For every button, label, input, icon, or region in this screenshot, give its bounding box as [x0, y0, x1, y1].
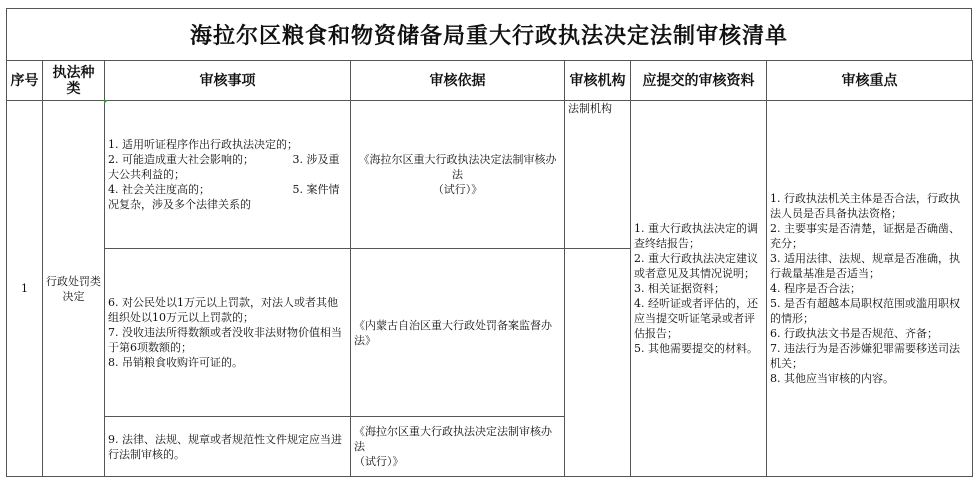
header-row [7, 61, 973, 101]
cell-basis-3: 《海拉尔区重大行政执法决定法制审核办法 （试行）》 [351, 417, 565, 477]
cell-agency: 法制机构 [565, 101, 631, 249]
header-agency: 审核机构 [565, 61, 631, 101]
header-seq: 序号 [7, 61, 43, 101]
review-sheet [6, 8, 972, 476]
cell-basis-2: 《内蒙古自治区重大行政处罚备案监督办法》 [351, 249, 565, 417]
header-materials: 应提交的审核资料 [631, 61, 767, 101]
cell-marker-icon [104, 100, 108, 104]
header-matters: 审核事项 [105, 61, 351, 101]
cell-matters-2: 6. 对公民处以1万元以上罚款，对法人或者其他组织处以10万元以上罚款的； 7. 没收违法所得数额或者没收非法财物价值相当于第6项数额的； 8. 吊销粮食收购许可证的。 [105, 249, 351, 417]
cell-matters-3: 9. 法律、法规、规章或者规范性文件规定应当进行法制审核的。 [105, 417, 351, 477]
header-focus: 审核重点 [767, 61, 973, 101]
cell-materials: 1. 重大行政执法决定的调查终结报告； 2. 重大行政执法决定建议或者意见及其情况说明； 3. 相关证据资料； 4. 经听证或者评估的，还应当提交听证笔录或者评估报告； 5. 其他需要提交的材料。 [631, 101, 767, 477]
table-row [7, 101, 973, 249]
cell-basis-1: 《海拉尔区重大行政执法决定法制审核办法 （试行）》 [351, 101, 565, 249]
cell-matters-1: 1. 适用听证程序作出行政执法决定的； 2. 可能造成重大社会影响的； 3. 涉及重大公共利益的； 4. 社会关注度高的； 5. 案件情况复杂，涉及多个法律关系的 [105, 101, 351, 249]
header-type: 执法种类 [43, 61, 105, 101]
review-table [6, 60, 973, 477]
sheet-title: 海拉尔区粮食和物资储备局重大行政执法决定法制审核清单 [6, 8, 972, 60]
cell-seq: 1 [7, 101, 43, 477]
cell-focus: 1. 行政执法机关主体是否合法，行政执法人员是否具备执法资格； 2. 主要事实是否清楚，证据是否确凿、充分； 3. 适用法律、法规、规章是否准确，执行裁量基准是否适当； 4. 程序是否合法； 5. 是否有超越本局职权范围或滥用职权的情形； 6. 行政执法文书是否规范、齐备； 7. 违法行为是否涉嫌犯罪需要移送司法机关； 8. 其他应当审核的内容。 [767, 101, 973, 477]
header-basis: 审核依据 [351, 61, 565, 101]
cell-type: 行政处罚类决定 [43, 101, 105, 477]
cell-agency-continued [565, 249, 631, 477]
